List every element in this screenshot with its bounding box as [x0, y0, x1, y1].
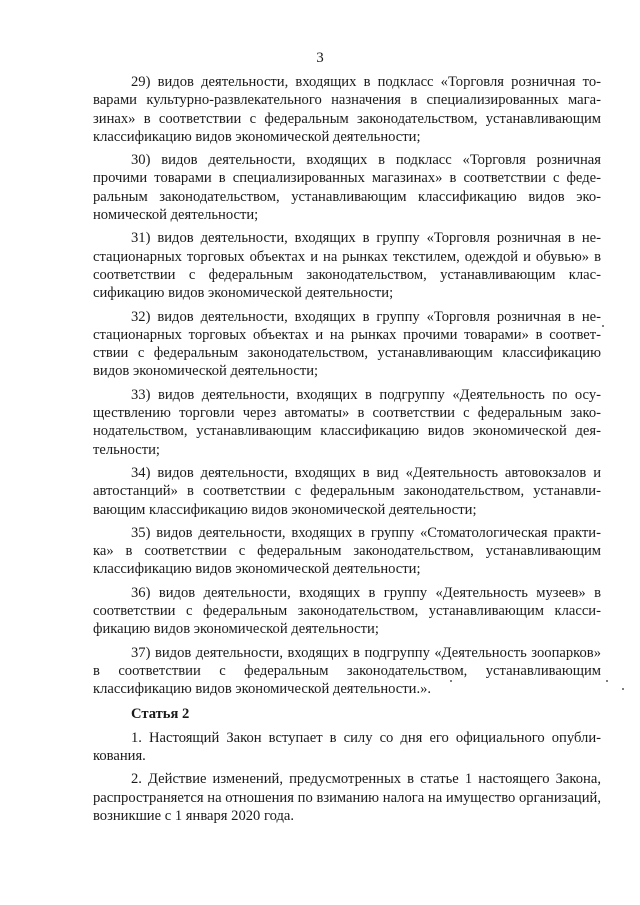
- article-heading: Статья 2: [131, 705, 190, 722]
- article-paragraph-1: 1. Настоящий Закон вступает в силу со дня его официального опубликования.: [93, 729, 601, 765]
- list-item-34: 34) видов деятельности, входящих в вид «Деятельность автовокзалов и автостанций» в соответствии с федеральным законодательством, устанавливающим классификацию видов экономической деятельности;: [93, 464, 601, 518]
- scan-speck: [606, 680, 608, 682]
- page-number: 3: [316, 50, 324, 66]
- scan-speck: [450, 680, 452, 682]
- article-paragraph-2: 2. Действие изменений, предусмотренных в статье 1 настоящего Закона, распространяется на отношения по взиманию налога на имущество организаций, возникшие с 1 января 2020 года.: [93, 771, 601, 824]
- list-item-29: 29) видов деятельности, входящих в подкласс «Торговля розничная товарами культурно-развлекательного назначения в специализированных магазинах» в соответствии с федеральным законодательством, устанавливающим классификацию видов экономической деятельности;: [93, 74, 601, 145]
- list-item-36: 36) видов деятельности, входящих в группу «Деятельность музеев» в соответствии с федеральным законодательством, устанавливающим классификацию видов экономической деятельности;: [93, 584, 601, 638]
- scan-speck: [622, 688, 624, 690]
- scan-speck: [602, 325, 604, 327]
- list-item-31: 31) видов деятельности, входящих в группу «Торговля розничная в нестационарных торговых объектах и на рынках текстилем, одеждой и обувью» в соответствии с федеральным законодательством, устанавливающим классификацию видов экономической деятельности;: [93, 230, 601, 302]
- list-item-32: 32) видов деятельности, входящих в группу «Торговля розничная в нестационарных торговых объектах и на рынках прочими товарами» в соответствии с федеральным законодательством, устанавливающим классификацию видов экономической деятельности;: [93, 308, 601, 380]
- list-item-35: 35) видов деятельности, входящих в группу «Стоматологическая практика» в соответствии с федеральным законодательством, устанавливающим классификацию видов экономической деятельности;: [93, 524, 601, 578]
- list-item-37: 37) видов деятельности, входящих в подгруппу «Деятельность зоопарков» в соответствии с федеральным законодательством, устанавливающим классификацию видов экономической деятельности.».: [93, 644, 601, 698]
- list-item-33: 33) видов деятельности, входящих в подгруппу «Деятельность по осуществлению торговли через автоматы» в соответствии с федеральным законодательством, устанавливающим классификацию видов экономической деятельности;: [93, 386, 601, 458]
- document-body: [93, 73, 601, 830]
- list-item-30: 30) видов деятельности, входящих в подкласс «Торговля розничная прочими товарами в специализированных магазинах» в соответствии с федеральным законодательством, устанавливающим классификацию видов экономической деятельности;: [93, 152, 601, 224]
